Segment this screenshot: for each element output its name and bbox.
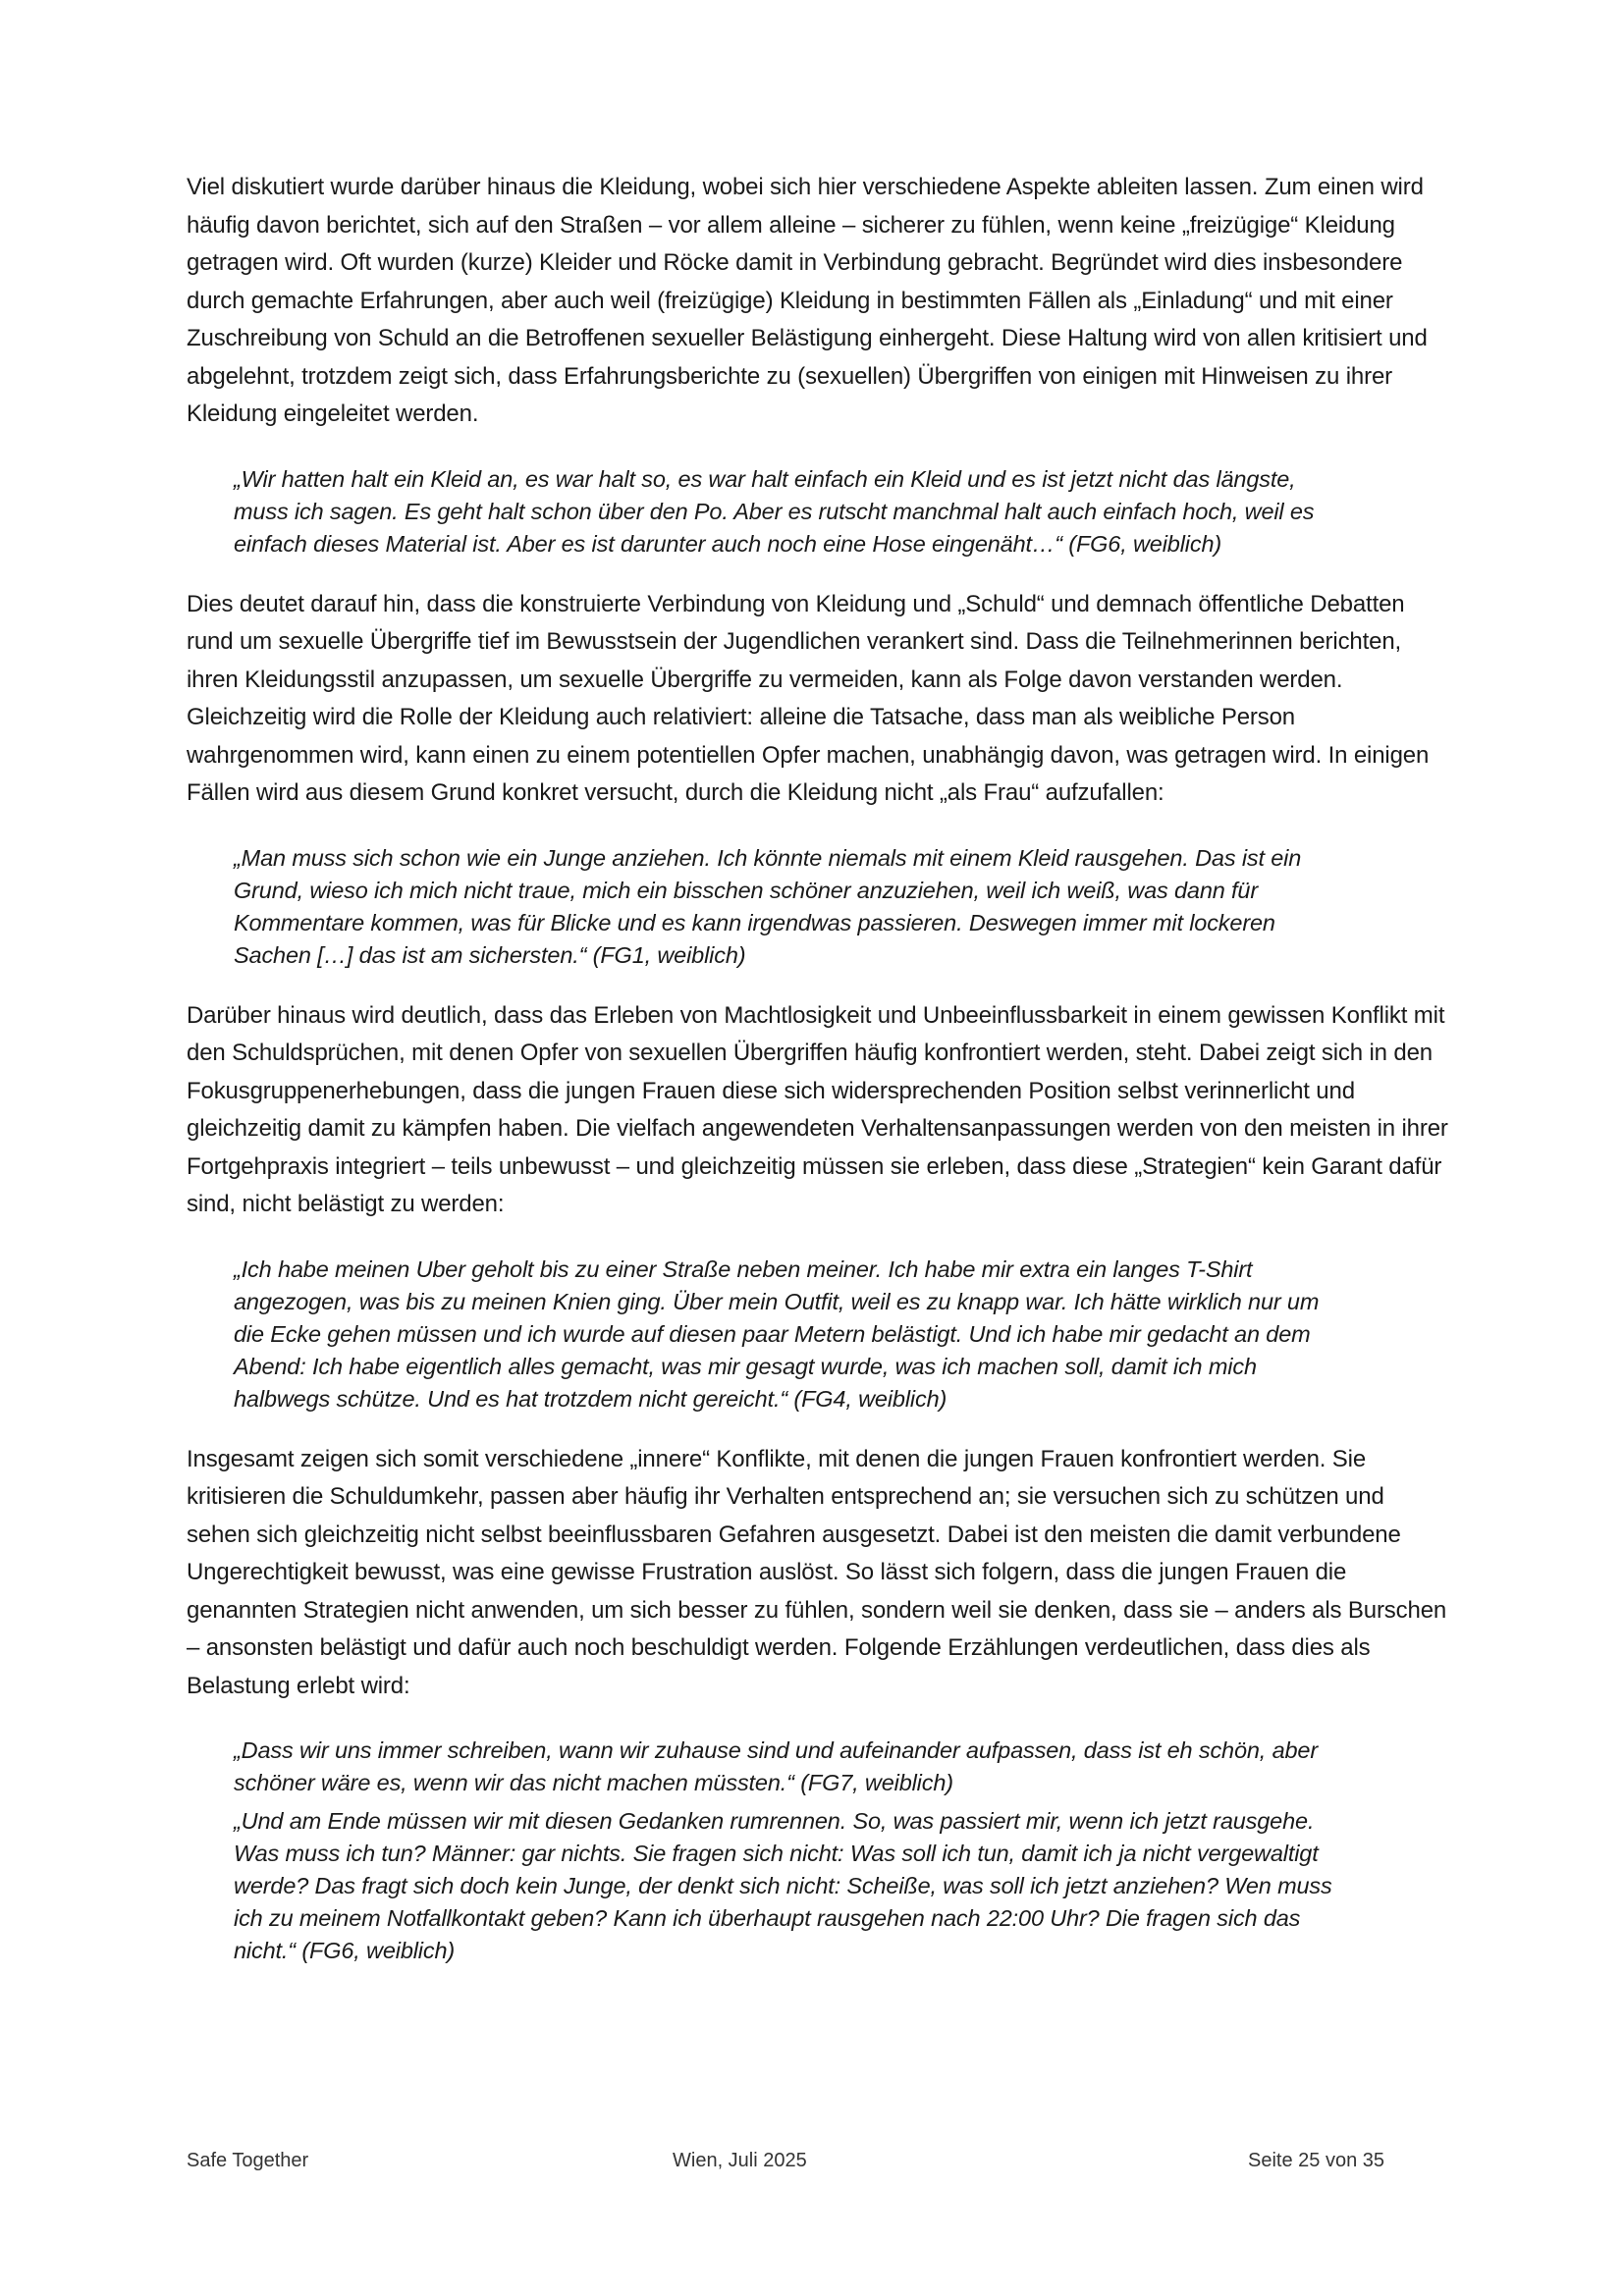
quote-fg4-uber: „Ich habe meinen Uber geholt bis zu einer Straße neben meiner. Ich habe mir extra ein langes T-Shirt angezogen, was bis zu meinen Knien ging. Über mein Outfit, weil es zu knapp war. Ich hätte wirklich nur um die Ecke gehen müssen und ich wurde auf diesen paar Metern belästigt. Und ich habe mir gedacht an dem Abend: Ich habe eigentlich alles gemacht, was mir gesagt wurde, was ich machen soll, damit ich mich halbwegs schütze. Und es hat trotzdem nicht gereicht.“ (FG4, weiblich) — [234, 1255, 1320, 1412]
body-paragraph-3: Darüber hinaus wird deutlich, dass das Erleben von Machtlosigkeit und Unbeeinflussbarkeit in einem gewissen Konflikt mit den Schuldsprüchen, mit denen Opfer von sexuellen Übergriffen häufig konfrontiert werden, steht. Dabei zeigt sich in den Fokusgruppenerhebungen, dass die jungen Frauen diese sich widersprechenden Position selbst verinnerlicht und gleichzeitig damit zu kämpfen haben. Die vielfach angewendeten Verhaltensanpassungen werden von den meisten in ihrer Fortgehpraxis integriert – teils unbewusst – und gleichzeitig müssen sie erleben, dass diese „Strategien“ kein Garant dafür sind, nicht belästigt zu werden: — [187, 1001, 1448, 1217]
page-footer — [187, 2150, 1384, 2179]
body-paragraph-2: Dies deutet darauf hin, dass die konstruierte Verbindung von Kleidung und „Schuld“ und demnach öffentliche Debatten rund um sexuelle Übergriffe tief im Bewusstsein der Jugendlichen verankert sind. Dass die Teilnehmerinnen berichten, ihren Kleidungsstil anzupassen, um sexuelle Übergriffe zu vermeiden, kann als Folge davon verstanden werden. Gleichzeitig wird die Rolle der Kleidung auch relativiert: alleine die Tatsache, dass man als weibliche Person wahrgenommen wird, kann einen zu einem potentiellen Opfer machen, unabhängig davon, was getragen wird. In einigen Fällen wird aus diesem Grund konkret versucht, durch die Kleidung nicht „als Frau“ aufzufallen: — [187, 590, 1430, 806]
body-paragraph-4: Insgesamt zeigen sich somit verschiedene „innere“ Konflikte, mit denen die jungen Frauen konfrontiert werden. Sie kritisieren die Schuldumkehr, passen aber häufig ihr Verhalten entsprechend an; sie versuchen sich zu schützen und sehen sich gleichzeitig nicht selbst beeinflussbaren Gefahren ausgesetzt. Dabei ist den meisten die damit verbundene Ungerechtigkeit bewusst, was eine gewisse Frustration auslöst. So lässt sich folgern, dass die jungen Frauen die genannten Strategien nicht anwenden, um sich besser zu fühlen, sondern weil sie denken, dass sie – anders als Burschen – ansonsten belästigt und dafür auch noch beschuldigt werden. Folgende Erzählungen verdeutlichen, dass dies als Belastung erlebt wird: — [187, 1445, 1447, 1699]
quote-fg6-thoughts: „Und am Ende müssen wir mit diesen Gedanken rumrennen. So, was passiert mir, wenn ich jetzt rausgehe. Was muss ich tun? Männer: gar nichts. Sie fragen sich nicht: Was soll ich tun, damit ich ja nicht vergewaltigt werde? Das fragt sich doch kein Junge, der denkt sich nicht: Scheiße, was soll ich jetzt anziehen? Wen muss ich zu meinem Notfallkontakt geben? Kann ich überhaupt rausgehen nach 22:00 Uhr? Die fragen sich das nicht.“ (FG6, weiblich) — [234, 1808, 1332, 1963]
footer-page-number: Seite 25 von 35 — [1248, 2150, 1384, 2171]
quote-fg1-clothing: „Man muss sich schon wie ein Junge anziehen. Ich könnte niemals mit einem Kleid rausgehen. Das ist ein Grund, wieso ich mich nicht traue, mich ein bisschen schöner anzuziehen, weil ich weiß, was dann für Kommentare kommen, was für Blicke und es kann irgendwas passieren. Deswegen immer mit lockeren Sachen […] das ist am sichersten.“ (FG1, weiblich) — [234, 844, 1302, 968]
body-paragraph-1: Viel diskutiert wurde darüber hinaus die Kleidung, wobei sich hier verschiedene Aspekte ableiten lassen. Zum einen wird häufig davon berichtet, sich auf den Straßen – vor allem alleine – sicherer zu fühlen, wenn keine „freizügige“ Kleidung getragen wird. Oft wurden (kurze) Kleider und Röcke damit in Verbindung gebracht. Begründet wird dies insbesondere durch gemachte Erfahrungen, aber auch weil (freizügige) Kleidung in bestimmten Fällen als „Einladung“ und mit einer Zuschreibung von Schuld an die Betroffenen sexueller Belästigung einhergeht. Diese Haltung wird von allen kritisiert und abgelehnt, trotzdem zeigt sich, dass Erfahrungsberichte zu (sexuellen) Übergriffen von einigen mit Hinweisen zu ihrer Kleidung eingeleitet werden. — [187, 174, 1428, 427]
document-body — [187, 169, 1453, 1993]
quote-fg7-messages: „Dass wir uns immer schreiben, wann wir zuhause sind und aufeinander aufpassen, dass ist eh schön, aber schöner wäre es, wenn wir das nicht machen müssten.“ (FG7, weiblich) — [234, 1737, 1319, 1795]
quote-fg6-dress: „Wir hatten halt ein Kleid an, es war halt so, es war halt einfach ein Kleid und es ist jetzt nicht das längste, muss ich sagen. Es geht halt schon über den Po. Aber es rutscht manchmal halt auch einfach hoch, weil es einfach dieses Material ist. Aber es ist darunter auch noch eine Hose eingenäht…“ (FG6, weiblich) — [234, 465, 1315, 557]
footer-project-title: Safe Together — [187, 2150, 309, 2171]
footer-place-date: Wien, Juli 2025 — [673, 2150, 807, 2171]
